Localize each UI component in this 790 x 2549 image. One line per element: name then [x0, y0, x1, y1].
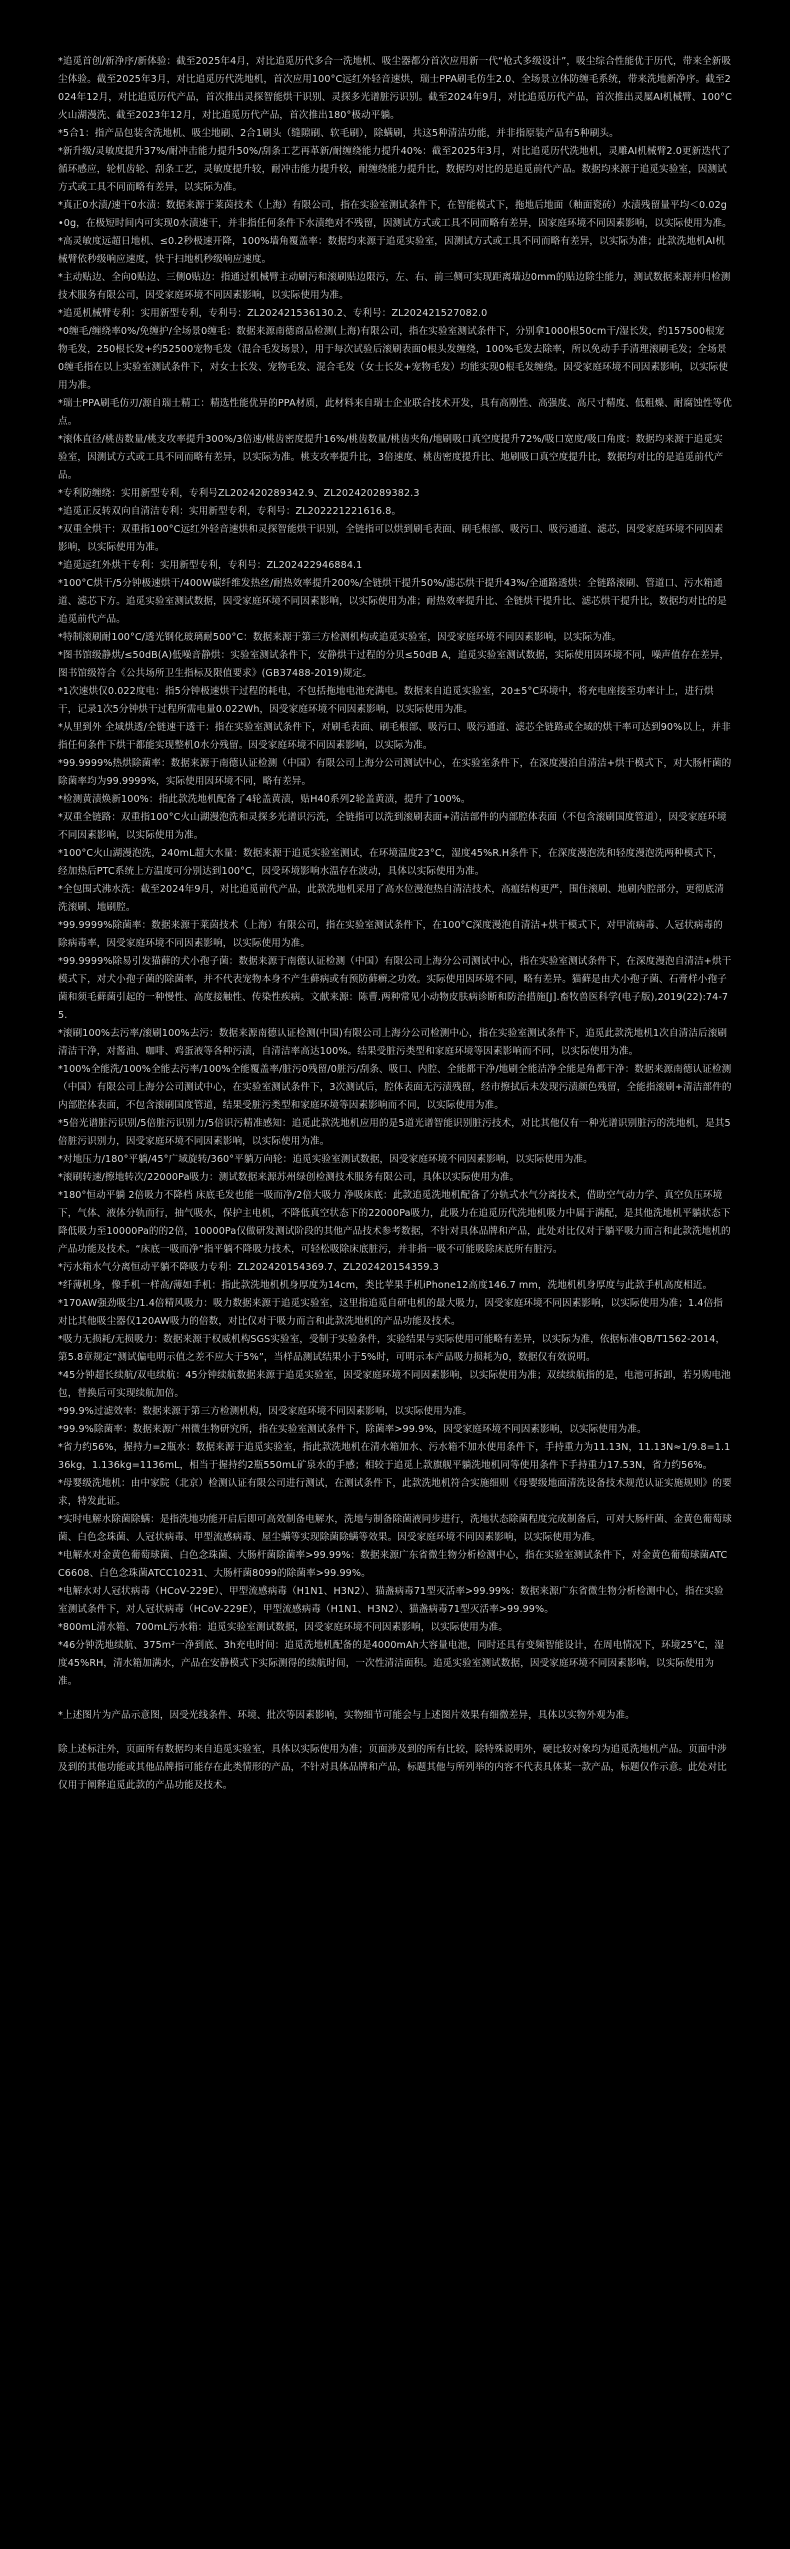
disclaimer-note: *170AW强劲吸尘/1.4倍精风吸力：吸力数据来源于追觅实验室，这里指追觅自研电机的最大吸力，因受家庭环境不同因素影响，以实际使用为准；1.4倍指对比其他吸尘器仅120AW吸力的倍数，对比仅对于吸力而言和此款洗地机的产品功能及技术。 [58, 1298, 723, 1327]
disclaimer-note: *新升级/灵敏度提升37%/耐冲击能力提升50%/刮条工艺再革新/耐缠绕能力提升40%：截至2025年3月，对比追觅历代洗地机，灵雕AI机械臂2.0更新迭代了循环感应，轮机齿轮、刮条工艺，灵敏度提升较，耐冲击能力提升较，耐缠绕能力提升比，数据均对比的是追觅前代产品。数据均来源于追觅实验室，因测试方式或工具不同而略有差异，以实际为准。 [58, 146, 731, 193]
disclaimer-closing-block [58, 1707, 732, 1795]
disclaimer-note: *省力约56%，握持力=2瓶水：数据来源于追觅实验室，指此款洗地机在清水箱加水、污水箱不加水使用条件下，手持重力为11.13N，11.13N≈1/9.8=1.136kg，1.136kg=1136mL，相当于握持约2瓶550mL矿泉水的手感；相较于追觅上款旗舰平躺洗地机同等使用条件下手持重力17.53N，省力约56%。 [58, 1442, 731, 1471]
disclaimer-note: *母婴级洗地机：由中家院（北京）检测认证有限公司进行测试，在测试条件下，此款洗地机符合实施细则《母婴级地面清洗设备技术规范认证实施规则》的要求，特发此证。 [58, 1478, 732, 1507]
disclaimer-note: *电解水对金黄色葡萄球菌、白色念珠菌、大肠杆菌除菌率>99.99%：数据来源广东省微生物分析检测中心，指在实验室测试条件下，对金黄色葡萄球菌ATCC6608、白色念珠菌ATCC10231、大肠杆菌8099的除菌率>99.99%。 [58, 1550, 728, 1579]
disclaimer-note: *99.9%过滤效率：数据来源于第三方检测机构，因受家庭环境不同因素影响，以实际使用为准。 [58, 1406, 472, 1417]
disclaimer-note: *99.9999%热烘除菌率：数据来源于南德认证检测（中国）有限公司上海分公司测试中心，在实验室条件下，在深度漫泊自清洁+烘干模式下，对大肠杆菌的除菌率均为99.9999%，实际使用因环境不同，略有差异。 [58, 758, 732, 787]
disclaimer-note: *实时电解水除菌除螨：是指洗地功能开启后即可高效制备电解水，洗地与制备除菌液同步进行，洗地状态除菌程度完成制备后，可对大肠杆菌、金黄色葡萄球菌、白色念珠菌、人冠状病毒、甲型流感病毒、屋尘螨等实现除菌除螨等效果。因受家庭环境不同因素影响，以实际使用为准。 [58, 1514, 732, 1543]
disclaimer-note: *追觅首创/新净序/新体验：截至2025年4月，对比追觅历代多合一洗地机、吸尘器都分首次应用新一代“枪式多级设计”，吸尘综合性能优于历代，带来全新吸尘体验。截至2025年3月，对比追觅历代洗地机，首次应用100°C远红外轻音速烘，瑞士PPA刷毛仿生2.0、全场景立体防缠毛系统，带来洗地新净序。截至2024年12月，对比追觅历代产品，首次推出灵探智能烘干识别、灵探多光谱脏污识别。截至2024年9月，对比追觅历代产品，首次推出灵屟AI机械臂、100°C火山湖漫洗、截至2023年12月，对比追觅历代产品，首次推出180°极动平躺。 [58, 56, 732, 121]
disclaimer-note: *电解水对人冠状病毒（HCoV-229E）、甲型流感病毒（H1N1、H3N2）、猫盏病毒71型灭活率>99.99%：数据来源广东省微生物分析检测中心，指在实验室测试条件下，对人冠状病毒（HCoV-229E），甲型流感病毒（H1N1、H3N2）、猫盏病毒71型灭活率>99.99%。 [58, 1586, 724, 1615]
disclaimer-note: *99.9%除菌率：数据来源广州微生物研究所，指在实验室测试条件下，除菌率>99.9%，因受家庭环境不同因素影响，以实际使用为准。 [58, 1424, 647, 1435]
disclaimer-note: *99.9999%除菌率：数据来源于莱茵技术（上海）有限公司，指在实验室测试条件下，在100°C深度漫泡自清洁+烘干模式下，对甲流病毒、人冠状病毒的除病毒率，因受家庭环境不同因素影响，以实际使用为准。 [58, 920, 723, 949]
disclaimer-note: *图书馆级静烘/≤50dB(A)低噪音静烘：实验室测试条件下，安静烘干过程的分贝≤50dB A，追觅实验室测试数据，实际使用因环境不同，噪声值存在差异，图书馆级符合《公共场所卫生指标及限值要求》(GB37488-2019)规定。 [58, 650, 730, 679]
disclaimer-note: *追觅远红外烘干专利：实用新型专利，专利号：ZL202422946884.1 [58, 560, 363, 571]
disclaimer-note: *污水箱水气分离恒动平躺不降吸力专利：ZL202420154369.7、ZL202420154359.3 [58, 1262, 439, 1273]
disclaimer-note: *5倍光谱脏污识别/5倍脏污识别力/5倍识污精准感知：追觅此款洗地机应用的是5道光谱智能识别脏污技术，对比其他仅有一种光谱识别脏污的洗地机，是其5倍脏污识别力，因受家庭环境不同因素影响，以实际使用为准。 [58, 1118, 731, 1147]
closing-note: 除上述标注外，页面所有数据均来自追觅实验室，具体以实际使用为准；页面涉及到的所有比较，除特殊说明外，硬比较对象均为追觅洗地机产品。页面中涉及到的其他功能或其他品牌指可能存在此类情形的产品，不针对具体品牌和产品，标题其他与所列举的内容不代表具体某一款产品，标题仅作示意。此处对比仅用于阐释追觅此款的产品功能及技术。 [58, 1744, 727, 1791]
disclaimer-note: *100%全能洗/100%全能去污率/100%全能覆盖率/脏污0残留/0脏污/刮条、吸口、内腔、全能都干净/地刷全能洁净全能是角都干净：数据来源南德认证检测（中国）有限公司上海分公司测试中心，在实验室测试条件下，3次测试后，腔体表面无污渍残留，经市擦拭后未发现污渍颜色残留，全能指滚刷+清洁部件的内部腔体表面，不包含滚刷国度管道，结果受脏污类型和家庭环境等因素影响而不同，以实际使用为准。 [58, 1064, 732, 1111]
disclaimer-note: *45分钟超长续航/双电续航：45分钟续航数据来源于追觅实验室，因受家庭环境不同因素影响，以实际使用为准；双续续航指的是，电池可拆卸，若另购电池包，替换后可实现续航加倍。 [58, 1370, 731, 1399]
disclaimer-note: *瑞士PPA刷毛仿刃/源自瑞士精工：精选性能优异的PPA材质，此材料来自瑞士企业联合技术开发，具有高刚性、高强度、高尺寸精度、低粗燥、耐腐蚀性等优点。 [58, 398, 732, 427]
disclaimer-note: *追觅正反转双向自清洁专利：实用新型专利，专利号：ZL202221221616.8。 [58, 506, 402, 517]
disclaimer-note: *180°恒动平躺 2倍吸力不降档 床底毛发也能一吸而净/2倍大吸力 净吸床底：此款追觅洗地机配备了分轨式水气分离技术，借助空气动力学、真空负压环境下，气体、液体分轨而行，抽气吸水，保护主电机，不降低真空状态下的22000Pa吸力，此吸力在追觅历代洗地机吸力中属于满配，是其他洗地机平躺状态下降低吸力至10000Pa的的2倍，10000Pa仅做研发测试阶段的其他产品技术参考数据，不针对具体品牌和产品，此处对比仅对于躺平吸力而言和此款洗地机的产品功能及技术。“床底一吸而净”指平躺不降吸力技术，可轻松吸除床底脏污，并非指一吸不可能吸除床底所有脏污。 [58, 1190, 731, 1255]
closing-note: *上述图片为产品示意图，因受光线条件、环境、批次等因素影响，实物细节可能会与上述图片效果有细微差异，具体以实物外观为准。 [58, 1710, 635, 1721]
disclaimer-note: *5合1：指产品包装含洗地机、吸尘地刷、2合1刷头（缝隙刷、软毛刷），除螨刷，共这5种清洁功能，并非指原装产品有5种刷头。 [58, 128, 619, 139]
disclaimer-note: *46分钟洗地续航、375m²一净到底、3h充电时间：追觅洗地机配备的是4000mAh大容量电池，同时还具有变频智能设计，在周电情况下，环境25°C，湿度45%RH，清水箱加满水，产品在安静模式下实际测得的续航时间，一次性清洁面积。追觅实验室测试数据，因受家庭环境不同因素影响，以实际使用为准。 [58, 1640, 725, 1687]
disclaimer-note: *双重全链路：双重指100°C火山湖漫泡洗和灵探多光谱识污洗，全链指可以洗到滚刷表面+清洁部件的内部腔体表面（不包含滚刷国度管道），因受家庭环境不同因素影响，以实际使用为准。 [58, 812, 727, 841]
disclaimer-notes-list [58, 53, 732, 1691]
disclaimer-note: *1次速烘仅0.022度电：指5分钟极速烘干过程的耗电，不包括拖地电池充满电。数据来自追觅实验室，20±5°C环境中，将充电座接至功率计上，进行烘干，记录1次5分钟烘干过程所需电量0.022Wh，因受家庭环境不同因素影响，以实际使用为准。 [58, 686, 714, 715]
disclaimer-note: *99.9999%除易引发猫藓的犬小孢子菌：数据来源于南德认证检测（中国）有限公司上海分公司测试中心，指在实验室测试条件下，在深度漫泡自清洁+烘干模式下，对犬小孢子菌的除菌率，并不代表宠物本身不产生藓病或有预防藓癣之功效。实际使用因环境不同，略有差异。猫藓是由犬小孢子菌、石膏样小孢子菌和须毛藓菌引起的一种慢性、高度接触性、传染性疾病。文献来源：陈曹.两种常见小动物皮肤病诊断和防治措施[J].畜牧兽医科学(电子版),2019(22):74-75. [58, 956, 732, 1021]
disclaimer-note: *真正0水渍/速干0水渍：数据来源于莱茵技术（上海）有限公司，指在实验室测试条件下，在智能模式下，拖地后地面（釉面瓷砖）水渍残留量平均＜0.02g•0g，在极短时间内可实现0水渍速干，并非指任何条件下水渍绝对不残留，因测试方式或工具不同而略有差异，因家庭环境不同因素影响，以实际使用为准。 [58, 200, 732, 229]
disclaimer-note: *双重全烘干：双重指100°C远红外轻音速烘和灵探智能烘干识别，全链指可以烘到刷毛表面、刷毛根部、吸污口、吸污通道、滤芯，因受家庭环境不同因素影响，以实际使用为准。 [58, 524, 724, 553]
disclaimer-note: *滚刷转速/擦地转次/22000Pa吸力：测试数据来源苏州绿创检测技术服务有限公司，具体以实际使用为准。 [58, 1172, 520, 1183]
disclaimer-note: *特制滚刷耐100°C/透光钢化玻璃耐500°C：数据来源于第三方检测机构或追觅实验室，因受家庭环境不同因素影响，以实际为准。 [58, 632, 622, 643]
disclaimer-note: *全包围式沸水洗：截至2024年9月，对比追觅前代产品，此款洗地机采用了高水位漫泡热自清洁技术，高瘟结构更严，围住滚刷、地刷内腔部分，更彻底清洗滚刷、地刷腔。 [58, 884, 725, 913]
disclaimer-note: *吸力无损耗/无损吸力：数据来源于权威机构SGS实验室，受制于实验条件，实验结果与实际使用可能略有差异，以实际为准，依据标准QB/T1562-2014，第5.8章规定“测试偏电明示值之差不应大于5%”，当样品测试结果小于5%时，可明示本产品吸力损耗为0，数据仅有效说明。 [58, 1334, 726, 1363]
disclaimer-note: *100°C火山湖漫泡洗，240mL超大水量：数据来源于追觅实验室测试，在环境温度23°C，湿度45%R.H条件下，在深度漫泡洗和轻度漫泡洗两种模式下，经加热后PTC系统上方温度可分别达到100°C，因受环境影响水温存在波动，具体以实际使用为准。 [58, 848, 723, 877]
disclaimer-note: *对地压力/180°平躺/45°广域旋转/360°平躺万向轮：追觅实验室测试数据，因受家庭环境不同因素影响，以实际使用为准。 [58, 1154, 593, 1165]
disclaimer-note: *滚刷100%去污率/滚刷100%去污：数据来源南德认证检测(中国)有限公司上海分公司检测中心，指在实验室测试条件下，追觅此款洗地机1次自清洁后滚刷清洁干净，对酱油、咖啡、鸡蛋液等各种污渍，自清洁率高达100%。结果受脏污类型和家庭环境等因素影响而不同，以实际使用为准。 [58, 1028, 728, 1057]
disclaimer-note: *主动贴边、全向0贴边、三侧0贴边：指通过机械臂主动刷污和滚刷贴边限污，左、右、前三侧可实现距离墙边0mm的贴边除尘能力，测试数据来源并归检测技术服务有限公司，因受家庭环境不同因素影响，以实际使用为准。 [58, 272, 731, 301]
disclaimer-note: *从里到外 全域烘透/全链速干透干：指在实验室测试条件下，对刷毛表面、刷毛根部、吸污口、吸污通道、滤芯全链路或全域的烘干率可达到90%以上，并非指任何条件下烘干都能实现整机0水分残留。因受家庭环境不同因素影响，以实际为准。 [58, 722, 731, 751]
disclaimer-note: *纤薄机身，像手机一样高/薄如手机：指此款洗地机机身厚度为14cm，类比苹果手机iPhone12高度146.7 mm，洗地机机身厚度与此款手机高度相近。 [58, 1280, 713, 1291]
disclaimer-note: *100°C烘干/5分钟极速烘干/400W碳纤维发热丝/耐热效率提升200%/全链烘干提升50%/滤芯烘干提升43%/全通路透烘：全链路滚刷、管道口、污水箱通道、滤芯下方。追觅实验室测试数据，因受家庭环境不同因素影响，以实际使用为准；耐热效率提升比、全链烘干提升比、滤芯烘干提升比，数据均对比的是追觅前代产品。 [58, 578, 727, 625]
disclaimer-note: *专利防缠绕：实用新型专利，专利号ZL202420289342.9、ZL202420289382.3 [58, 488, 420, 499]
disclaimer-note: *高灵敏度远超日地机、≤0.2秒极速开降，100%墙角覆盖率：数据均来源于追觅实验室，因测试方式或工具不同而略有差异，以实际为准；此款洗地机AI机械臂依秒级响应速度，快于扫地机秒级响应速度。 [58, 236, 726, 265]
disclaimer-note: *检测黄渍焕新100%：指此款洗地机配备了4轮盖黄渍，贴H40系列2轮盖黄渍，提升了100%。 [58, 794, 471, 805]
disclaimer-note: *800mL清水箱、700mL污水箱：追觅实验室测试数据，因受家庭环境不同因素影响，以实际使用为准。 [58, 1622, 508, 1633]
disclaimer-note: *追觅机械臂专利：实用新型专利，专利号：ZL202421536130.2、专利号：ZL202421527082.0 [58, 308, 488, 319]
disclaimer-note: *0缠毛/缠绕率0%/免缠护/全场景0缠毛：数据来源南德商品检测(上海)有限公司，指在实验室测试条件下，分别拿1000根50cm干/湿长发，约157500根宠物毛发，250根长发+约52500宠物毛发（混合毛发场景），用于每次试验后滚刷表面0根头发缠绕，100%毛发去除率，所以免动手手清理滚刷毛发；全场景0缠毛指在以上实验室测试条件下，对女士长发、宠物毛发、混合毛发（女士长发+宠物毛发）均能实现0根毛发缠绕。因受家庭环境不同因素影响，以实际使用为准。 [58, 326, 729, 391]
disclaimer-note: *滚体直径/桃齿数量/桃支攻率提升300%/3倍速/桃齿密度提升16%/桃齿数量/桃齿夹角/地刷吸口真空度提升72%/吸口宽度/吸口角度：数据均来源于追觅实验室，因测试方式或工具不同而略有差异，以实际为准。桃支攻率提升比，3倍速度、桃齿密度提升比、地刷吸口真空度提升比，数据均对比的是追觅前代产品。 [58, 434, 724, 481]
